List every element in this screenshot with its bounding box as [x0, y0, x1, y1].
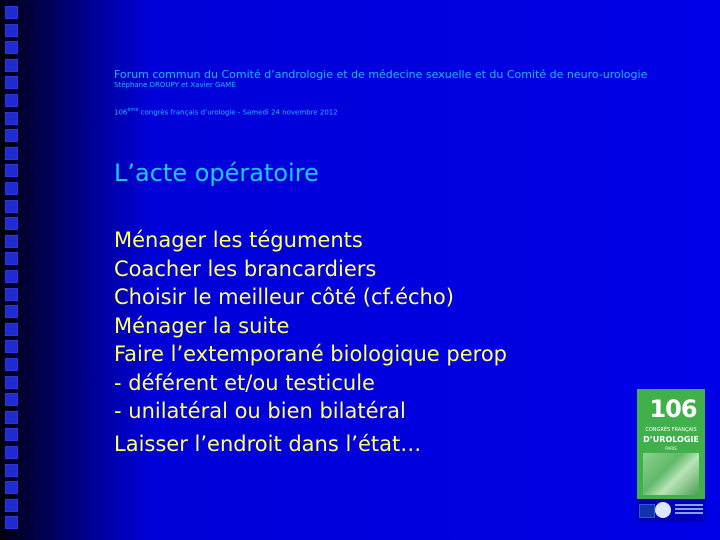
decorative-square — [5, 59, 18, 72]
decorative-square — [5, 182, 18, 195]
logo-photo — [643, 453, 699, 495]
decorative-square — [5, 129, 18, 142]
decorative-square-column — [5, 0, 19, 540]
decorative-square — [5, 393, 18, 406]
partner-text-lines — [675, 504, 703, 516]
list-item: - unilatéral ou bien bilatéral — [114, 399, 406, 423]
decorative-square — [5, 446, 18, 459]
decorative-square — [5, 464, 18, 477]
authors-line: Stéphane DROUPY et Xavier GAMÉ — [114, 81, 236, 89]
slide-header — [114, 68, 714, 117]
eu-flag-icon — [639, 504, 655, 518]
list-item: Ménager la suite — [114, 313, 290, 338]
congress-logo — [637, 389, 705, 499]
decorative-square — [5, 481, 18, 494]
list-item: Coacher les brancardiers — [114, 256, 377, 281]
logo-number: 106 — [649, 395, 697, 423]
decorative-square — [5, 516, 18, 529]
decorative-square — [5, 340, 18, 353]
decorative-square — [5, 288, 18, 301]
list-item: Laisser l’endroit dans l’état… — [114, 431, 422, 456]
decorative-square — [5, 252, 18, 265]
decorative-square — [5, 76, 18, 89]
list-item: Ménager les téguments — [114, 228, 363, 252]
list-item: - déférent et/ou testicule — [114, 370, 375, 395]
slide-title: L’acte opératoire — [114, 159, 319, 187]
list-item: Choisir le meilleur côté (cf.écho) — [114, 285, 454, 309]
decorative-square — [5, 112, 18, 125]
decorative-square — [5, 323, 18, 336]
list-item: Faire l’extemporané biologique perop — [114, 342, 508, 366]
congress-details: congrès français d’urologie - Samedi 24 novembre 2012 — [138, 108, 338, 117]
decorative-square — [5, 305, 18, 318]
decorative-square — [5, 235, 18, 248]
logo-line-1: CONGRÈS FRANÇAIS — [645, 427, 697, 433]
bullet-list — [114, 226, 507, 458]
afu-logo-icon — [655, 502, 671, 518]
decorative-square — [5, 428, 18, 441]
decorative-square — [5, 270, 18, 283]
forum-title: Forum commun du Comité d’andrologie et de médecine sexuelle et du Comité de neuro-urologie — [114, 68, 648, 81]
partner-logo — [637, 500, 705, 522]
congress-ordinal: ème — [127, 107, 139, 113]
decorative-square — [5, 217, 18, 230]
decorative-square — [5, 6, 18, 19]
decorative-square — [5, 41, 18, 54]
decorative-square — [5, 358, 18, 371]
logo-line-3: PARIS — [665, 446, 677, 451]
logo-line-2: D’UROLOGIE — [643, 435, 699, 444]
decorative-square — [5, 499, 18, 512]
decorative-square — [5, 376, 18, 389]
congress-number: 106 — [114, 108, 128, 117]
congress-line — [114, 106, 714, 117]
decorative-square — [5, 24, 18, 37]
decorative-square — [5, 200, 18, 213]
decorative-square — [5, 94, 18, 107]
decorative-square — [5, 147, 18, 160]
decorative-square — [5, 411, 18, 424]
decorative-square — [5, 164, 18, 177]
